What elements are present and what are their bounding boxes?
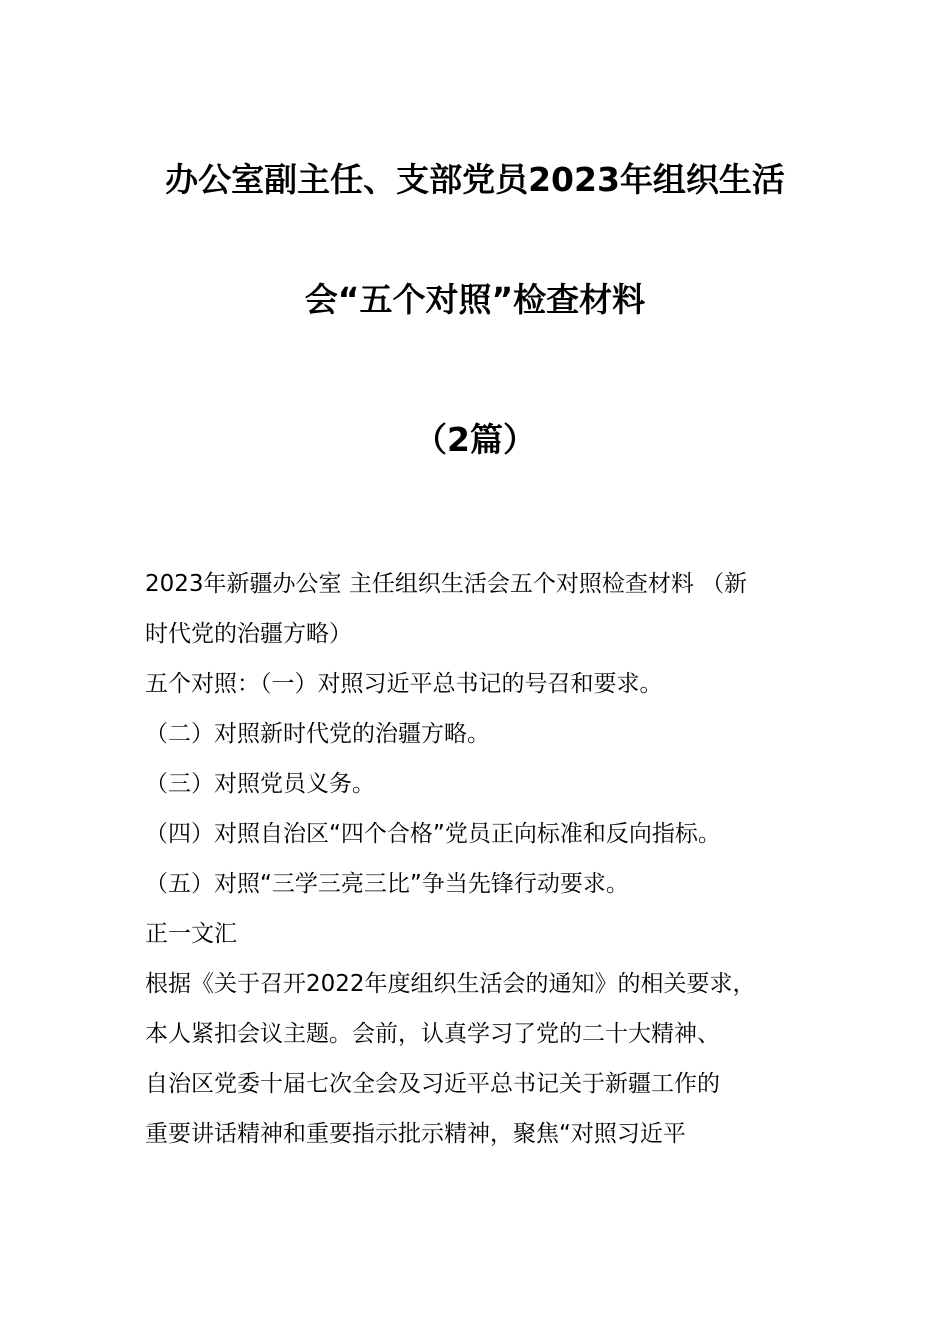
body-line: 本人紧扣会议主题。会前，认真学习了党的二十大精神、 xyxy=(145,1021,720,1047)
body-line: 自治区党委十届七次全会及习近平总书记关于新疆工作的 xyxy=(145,1071,720,1097)
body-line: （四）对照自治区“四个合格”党员正向标准和反向指标。 xyxy=(145,821,721,847)
body-line: 正一文汇 xyxy=(145,921,237,947)
document-title-line-2: 会“五个对照”检查材料 xyxy=(304,280,646,319)
document-title-line-1: 办公室副主任、支部党员2023年组织生活 xyxy=(165,160,785,199)
document-title-count: （2篇） xyxy=(414,420,536,459)
body-line: 时代党的治疆方略） xyxy=(145,621,352,647)
body-line: （三）对照党员义务。 xyxy=(145,771,375,797)
document-body xyxy=(145,559,835,1159)
body-line: 重要讲话精神和重要指示批示精神，聚焦“对照习近平 xyxy=(145,1121,686,1147)
body-line: （二）对照新时代党的治疆方略。 xyxy=(145,721,490,747)
body-line: （五）对照“三学三亮三比”争当先锋行动要求。 xyxy=(145,871,629,897)
body-line: 根据《关于召开2022年度组织生活会的通知》的相关要求， xyxy=(145,971,756,997)
body-line: 2023年新疆办公室 主任组织生活会五个对照检查材料 （新 xyxy=(145,571,748,597)
body-line: 五个对照：（一）对照习近平总书记的号召和要求。 xyxy=(145,671,663,697)
